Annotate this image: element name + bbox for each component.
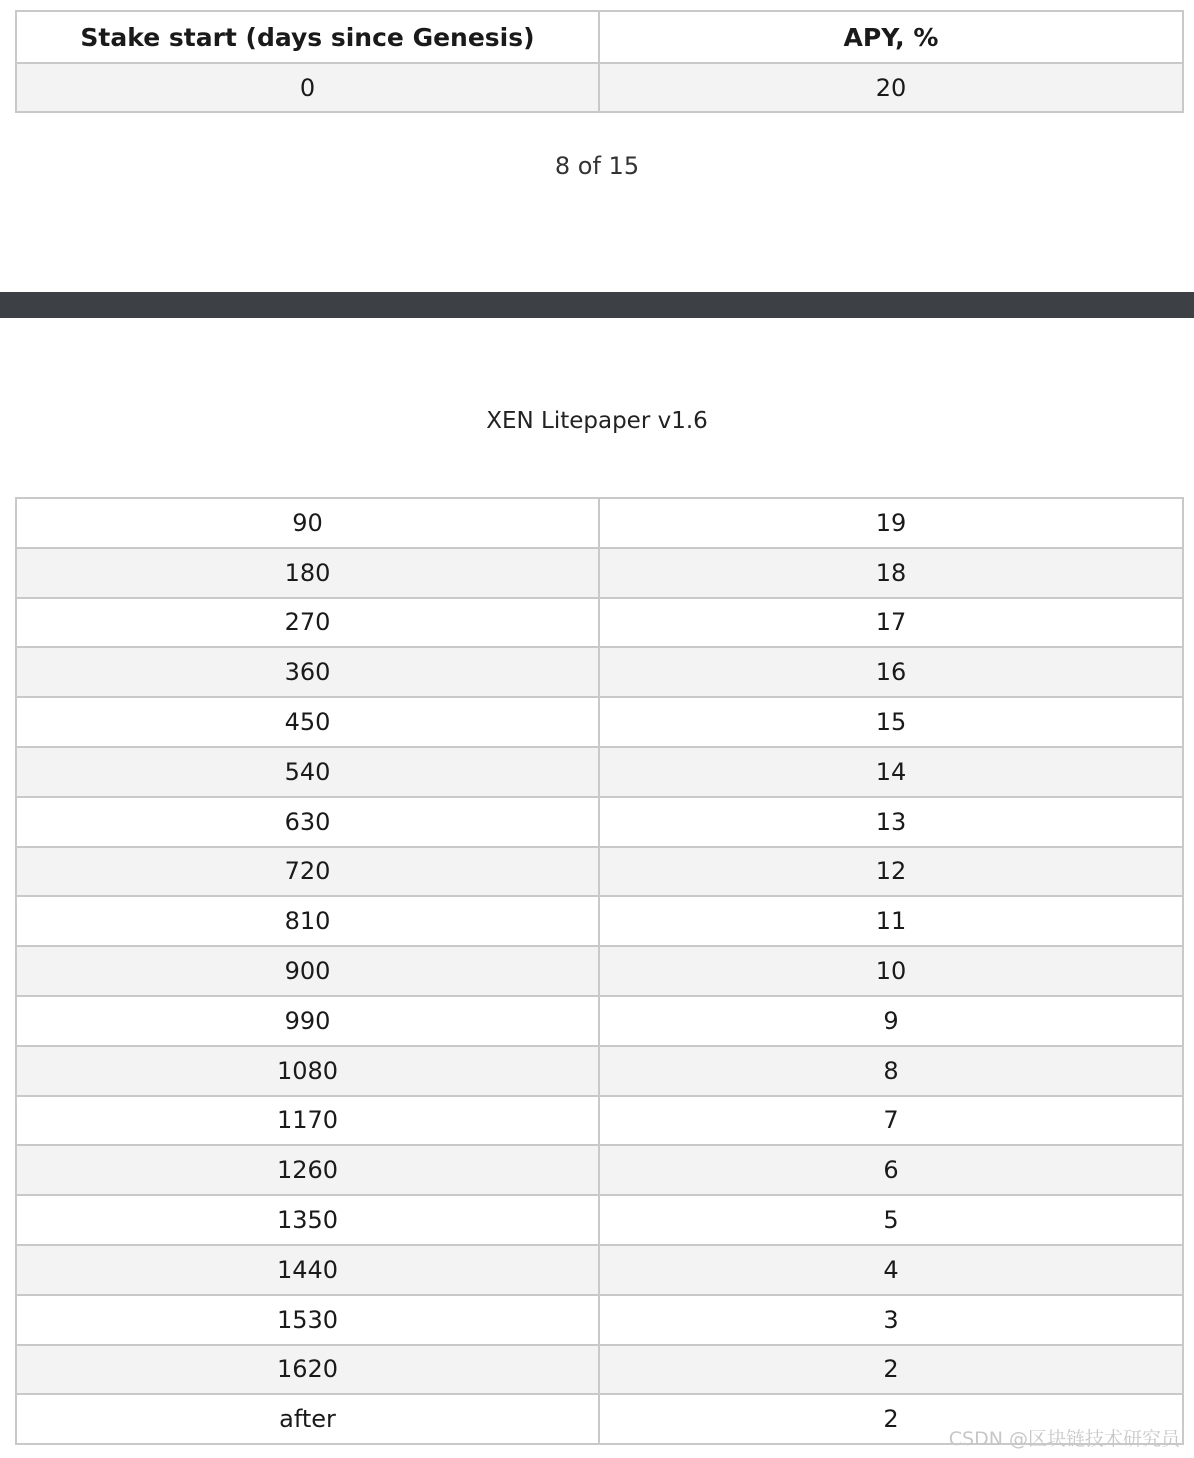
cell-apy: 19 (599, 498, 1183, 548)
cell-apy: 5 (599, 1195, 1183, 1245)
page-number: 8 of 15 (554, 152, 640, 180)
cell-apy: 13 (599, 797, 1183, 847)
cell-apy: 4 (599, 1245, 1183, 1295)
cell-stake-start: 900 (16, 946, 599, 996)
cell-apy: 10 (599, 946, 1183, 996)
cell-apy: 9 (599, 996, 1183, 1046)
cell-apy: 14 (599, 747, 1183, 797)
table-row (16, 1245, 1183, 1295)
apy-table-body (16, 498, 1183, 1444)
cell-stake-start: 720 (16, 847, 599, 897)
table-header-row (16, 11, 1183, 63)
table-row (16, 1295, 1183, 1345)
cell-stake-start: 1260 (16, 1145, 599, 1195)
cell-stake-start: 180 (16, 548, 599, 598)
table-row (16, 946, 1183, 996)
cell-apy: 3 (599, 1295, 1183, 1345)
cell-stake-start: 360 (16, 647, 599, 697)
cell-apy: 15 (599, 697, 1183, 747)
table-row (16, 63, 1183, 112)
cell-apy: 2 (599, 1345, 1183, 1395)
cell-stake-start: 1530 (16, 1295, 599, 1345)
header-stake-start: Stake start (days since Genesis) (16, 11, 599, 63)
cell-stake-start: after (16, 1394, 599, 1444)
cell-apy: 16 (599, 647, 1183, 697)
cell-stake-start: 1080 (16, 1046, 599, 1096)
cell-stake-start: 270 (16, 598, 599, 648)
cell-stake-start: 990 (16, 996, 599, 1046)
document-header: XEN Litepaper v1.6 (486, 408, 708, 434)
table-row (16, 1195, 1183, 1245)
cell-stake-start: 1440 (16, 1245, 599, 1295)
cell-stake-start: 1620 (16, 1345, 599, 1395)
table-row (16, 1096, 1183, 1146)
table-row (16, 548, 1183, 598)
cell-apy: 2 (599, 1394, 1183, 1444)
cell-stake-start: 810 (16, 896, 599, 946)
table-row (16, 1345, 1183, 1395)
table-row (16, 498, 1183, 548)
table-row (16, 697, 1183, 747)
cell-apy: 17 (599, 598, 1183, 648)
table-row (16, 996, 1183, 1046)
cell-stake-start: 1170 (16, 1096, 599, 1146)
cell-stake-start: 1350 (16, 1195, 599, 1245)
header-apy: APY, % (599, 11, 1183, 63)
cell-stake-start: 630 (16, 797, 599, 847)
cell-apy: 18 (599, 548, 1183, 598)
apy-table-continued (15, 497, 1184, 1445)
table-row (16, 1145, 1183, 1195)
table-row (16, 1046, 1183, 1096)
cell-apy: 6 (599, 1145, 1183, 1195)
table-row (16, 647, 1183, 697)
table-row (16, 598, 1183, 648)
table-row (16, 797, 1183, 847)
apy-table-header-section (15, 10, 1184, 113)
table-row (16, 847, 1183, 897)
table-row (16, 896, 1183, 946)
cell-apy: 20 (599, 63, 1183, 112)
watermark: CSDN @区块链技术研究员 (948, 1428, 1180, 1450)
cell-apy: 12 (599, 847, 1183, 897)
cell-apy: 8 (599, 1046, 1183, 1096)
cell-stake-start: 90 (16, 498, 599, 548)
cell-apy: 11 (599, 896, 1183, 946)
page-break-divider (0, 292, 1194, 318)
table-row (16, 747, 1183, 797)
cell-apy: 7 (599, 1096, 1183, 1146)
cell-stake-start: 0 (16, 63, 599, 112)
cell-stake-start: 450 (16, 697, 599, 747)
cell-stake-start: 540 (16, 747, 599, 797)
